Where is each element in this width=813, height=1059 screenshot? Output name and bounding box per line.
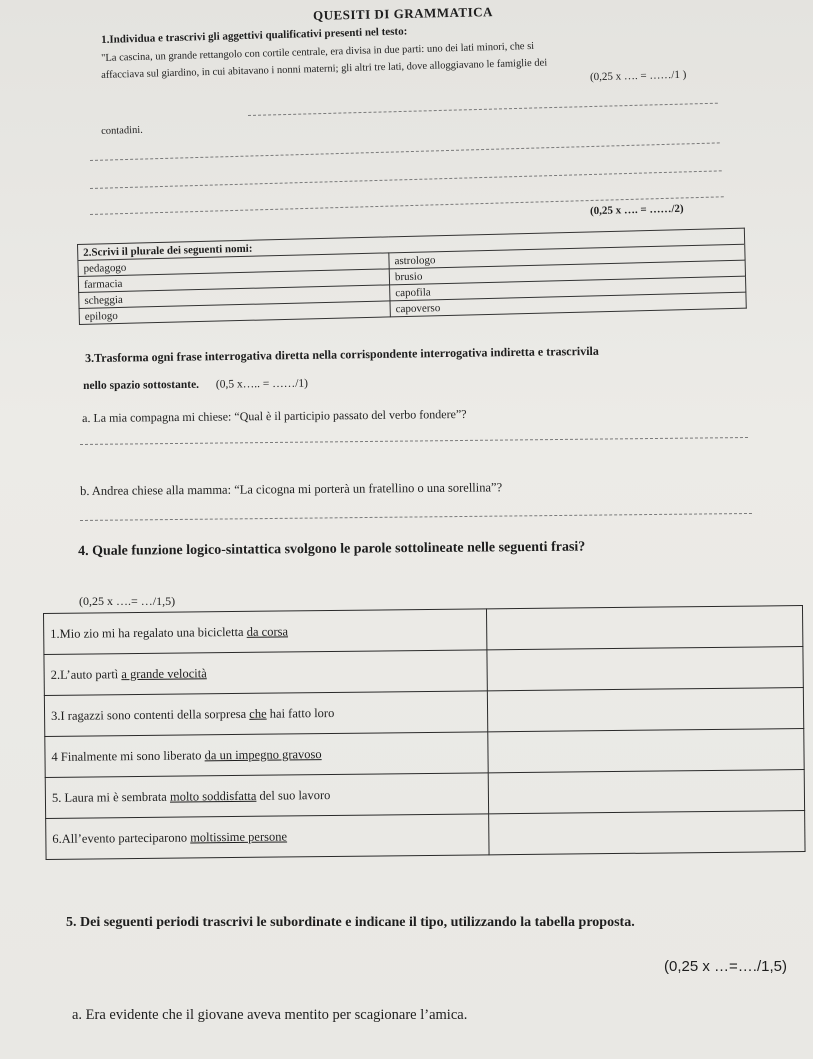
answer-cell[interactable] (488, 770, 804, 814)
answer-cell[interactable] (489, 811, 805, 855)
sentence-cell: 1.Mio zio mi ha regalato una bicicletta da corsa (44, 609, 487, 655)
plural-word-cell: pedagogo (78, 253, 389, 277)
q1-score-1: (0,25 x …. = ……/1 ) (589, 68, 687, 84)
underlined-words: da un impegno gravoso (204, 746, 322, 762)
answer-line[interactable] (90, 170, 722, 189)
q2-heading: 2.Scrivi il plurale dei seguenti nomi: (78, 228, 745, 260)
plural-word-cell: capoverso (390, 292, 746, 317)
answer-line[interactable] (248, 103, 718, 116)
function-table (43, 605, 806, 860)
answer-cell[interactable] (487, 688, 803, 732)
answer-cell[interactable] (486, 606, 802, 650)
answer-cell[interactable] (488, 729, 804, 773)
q3-subheading (83, 378, 308, 392)
table-row (46, 811, 805, 860)
q1-text-line-2: affacciava sul giardino, in cui abitavano i nonni materni; gli altri tre lati, dove alloggiavano le famiglie dei (101, 57, 548, 81)
sentence-cell: 3.I ragazzi sono contenti della sorpresa che hai fatto loro (44, 691, 487, 737)
q4-score: (0,25 x ….= …/1,5) (79, 594, 176, 608)
q5-sentence-a: a. Era evidente che il giovane aveva mentito per scagionare l’amica. (72, 1007, 468, 1023)
underlined-words: da corsa (246, 623, 289, 639)
q3-subheading-text: nello spazio sottostante. (83, 378, 200, 392)
plural-word-cell: scheggia (79, 285, 390, 309)
plural-word-cell: farmacia (78, 269, 389, 293)
plural-word-cell: astrologo (389, 244, 745, 269)
q5-heading: 5. Dei seguenti periodi trascrivi le subordinate e indicane il tipo, utilizzando la tabella proposta. (66, 915, 635, 930)
plural-word-cell: brusio (389, 260, 745, 285)
underlined-words: che (249, 706, 267, 721)
answer-cell[interactable] (487, 647, 803, 691)
q4-heading: 4. Quale funzione logico-sintattica svolgono le parole sottolineate nelle seguenti frasi? (78, 539, 586, 559)
q3-sentence-b: b. Andrea chiese alla mamma: “La cicogna mi porterà un fratellino o una sorellina”? (80, 480, 503, 498)
underlined-words: molto soddisfatta (169, 788, 257, 804)
plural-word-cell: epilogo (79, 301, 390, 325)
sentence-cell: 5. Laura mi è sembrata molto soddisfatta del suo lavoro (45, 773, 488, 819)
q1-heading: 1.Individua e trascrivi gli aggettivi qualificativi presenti nel testo: (101, 25, 408, 46)
answer-line[interactable] (80, 513, 752, 521)
plural-word-cell: capofila (390, 276, 746, 301)
q3-sentence-a: a. La mia compagna mi chiese: “Qual è il participio passato del verbo fondere”? (82, 406, 467, 425)
sentence-cell: 6.All’evento parteciparono moltissime persone (46, 814, 489, 860)
q3-heading: 3.Trasforma ogni frase interrogativa diretta nella corrispondente interrogativa indiretta e trascrivila (85, 343, 599, 365)
underlined-words: moltissime persone (190, 828, 288, 844)
sentence-cell: 2.L’auto partì a grande velocità (44, 650, 487, 696)
q1-score-2: (0,25 x …. = ……/2) (589, 202, 684, 218)
plural-table (77, 228, 747, 325)
q3-score: (0,5 x….. = ……/1) (215, 377, 309, 391)
answer-line[interactable] (90, 142, 720, 161)
underlined-words: a grande velocità (121, 665, 207, 681)
sentence-cell: 4 Finalmente mi sono liberato da un impegno gravoso (45, 732, 488, 778)
page-title: QUESITI DI GRAMMATICA (312, 4, 494, 23)
q1-text-line-1: "La cascina, un grande rettangolo con cortile centrale, era divisa in due parti: uno dei lati minori, che si (101, 40, 535, 64)
answer-line[interactable] (80, 437, 748, 445)
q5-score: (0,25 x …=…./1,5) (664, 958, 787, 975)
q1-text-line-3: contadini. (101, 124, 143, 137)
